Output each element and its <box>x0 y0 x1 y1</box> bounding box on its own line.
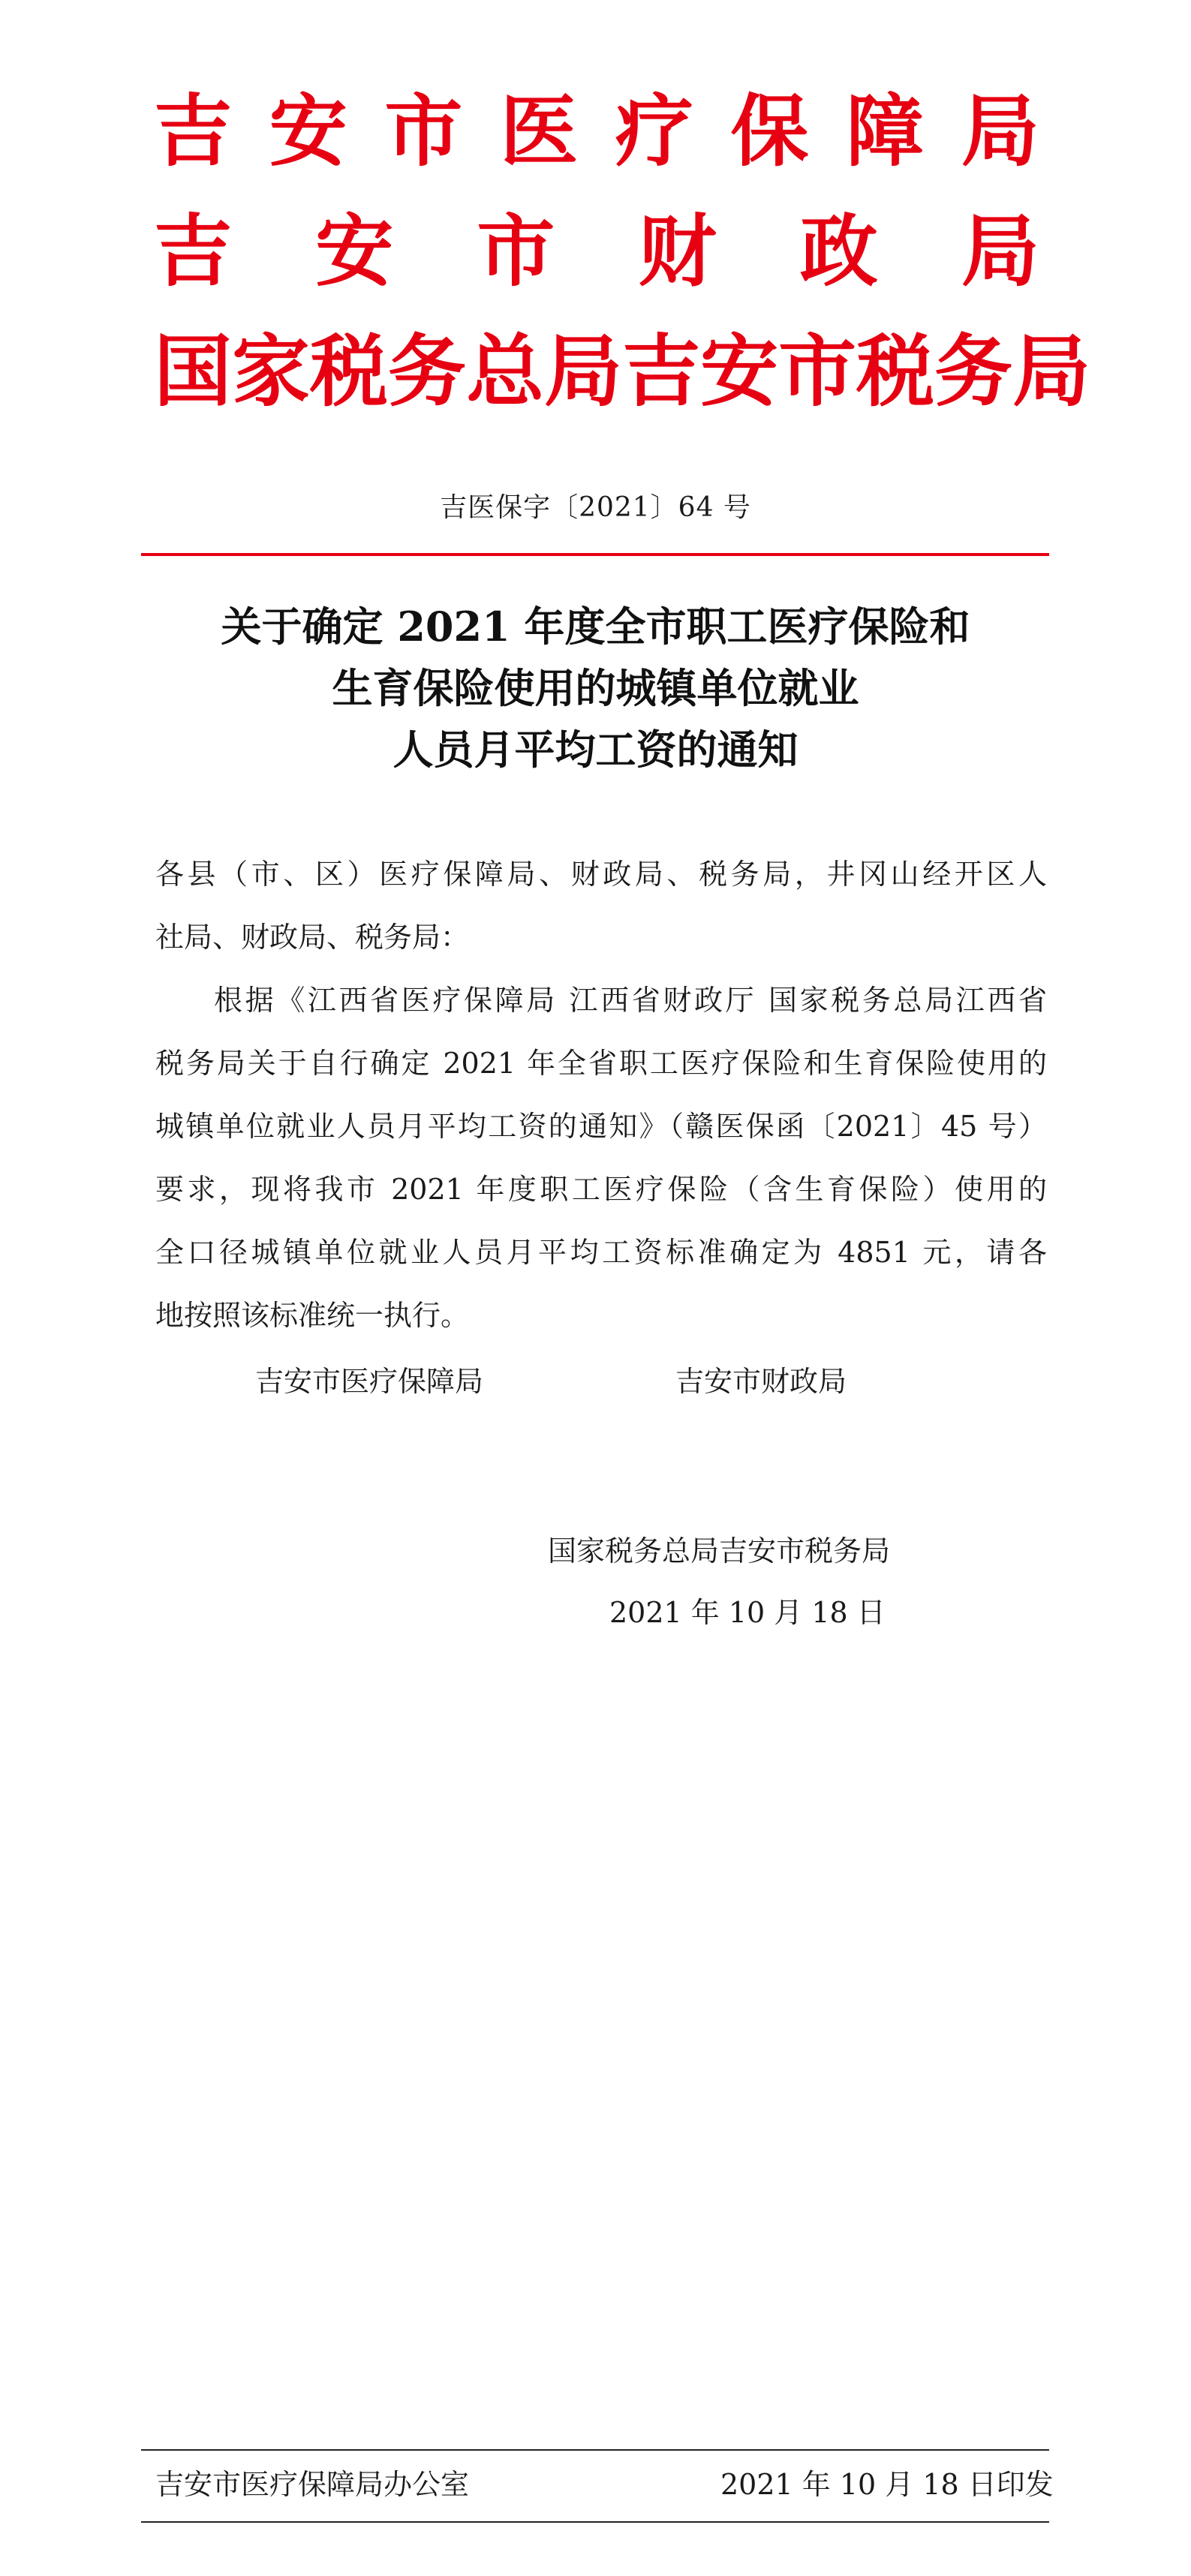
agency-char: 总 <box>466 325 545 417</box>
signature-date: 2021 年 10 月 18 日 <box>609 1596 886 1629</box>
agency-char: 市 <box>384 85 463 177</box>
agency-char: 家 <box>232 325 311 417</box>
agency-char: 吉 <box>622 325 701 417</box>
agency-char: 税 <box>310 325 389 417</box>
agency-name-tax <box>154 323 1091 420</box>
agency-char: 务 <box>934 325 1013 417</box>
agency-char: 吉 <box>154 85 233 177</box>
footer-print-date: 2021 年 10 月 18 日印发 <box>720 2468 1054 2501</box>
agency-char: 障 <box>846 85 925 177</box>
agency-char: 医 <box>500 85 579 177</box>
agency-char: 局 <box>961 85 1039 177</box>
agency-char: 市 <box>778 325 857 417</box>
agency-char: 税 <box>856 325 935 417</box>
footer-top-rule <box>141 2449 1049 2451</box>
signer-tax: 国家税务总局吉安市税务局 <box>548 1534 891 1568</box>
header-divider <box>141 553 1049 556</box>
recipients-line-2: 社局、财政局、税务局： <box>155 921 470 954</box>
agency-char: 政 <box>799 205 878 297</box>
agency-char: 保 <box>730 85 809 177</box>
agency-char: 财 <box>638 205 717 297</box>
footer-office: 吉安市医疗保障局办公室 <box>155 2468 470 2501</box>
agency-char: 国 <box>154 325 233 417</box>
paragraph-line-3: 城镇单位就业人员月平均工资的通知》（赣医保函〔2021〕45 号） <box>155 1110 1047 1143</box>
agency-char: 务 <box>388 325 467 417</box>
agency-char: 局 <box>1012 325 1091 417</box>
agency-char: 安 <box>269 85 347 177</box>
paragraph-line-1: 根据《江西省医疗保障局 江西省财政厅 国家税务总局江西省 <box>214 984 1047 1017</box>
signer-medical-security: 吉安市医疗保障局 <box>255 1365 484 1398</box>
agency-char: 市 <box>477 205 555 297</box>
agency-char: 安 <box>700 325 779 417</box>
paragraph-line-5: 全口径城镇单位就业人员月平均工资标准确定为 4851 元，请各 <box>155 1236 1047 1269</box>
document-title-line-3: 人员月平均工资的通知 <box>392 726 799 774</box>
document-title-line-1: 关于确定 2021 年度全市职工医疗保险和 <box>221 603 970 651</box>
signer-finance: 吉安市财政局 <box>675 1365 847 1398</box>
agency-char: 疗 <box>615 85 693 177</box>
agency-char: 局 <box>961 205 1039 297</box>
paragraph-line-2: 税务局关于自行确定 2021 年全省职工医疗保险和生育保险使用的 <box>155 1047 1047 1080</box>
paragraph-line-4: 要求，现将我市 2021 年度职工医疗保险（含生育保险）使用的 <box>155 1173 1047 1206</box>
agency-char: 吉 <box>154 205 233 297</box>
agency-char: 局 <box>544 325 623 417</box>
document-number: 吉医保字〔2021〕64 号 <box>440 492 751 523</box>
agency-char: 安 <box>315 205 394 297</box>
footer-bottom-rule <box>141 2521 1049 2523</box>
agency-name-medical-security <box>154 83 1039 180</box>
paragraph-line-6: 地按照该标准统一执行。 <box>155 1299 470 1332</box>
recipients-line-1: 各县（市、区）医疗保障局、财政局、税务局，井冈山经开区人 <box>155 858 1047 891</box>
document-title-line-2: 生育保险使用的城镇单位就业 <box>332 664 859 712</box>
agency-name-finance <box>154 203 1039 300</box>
